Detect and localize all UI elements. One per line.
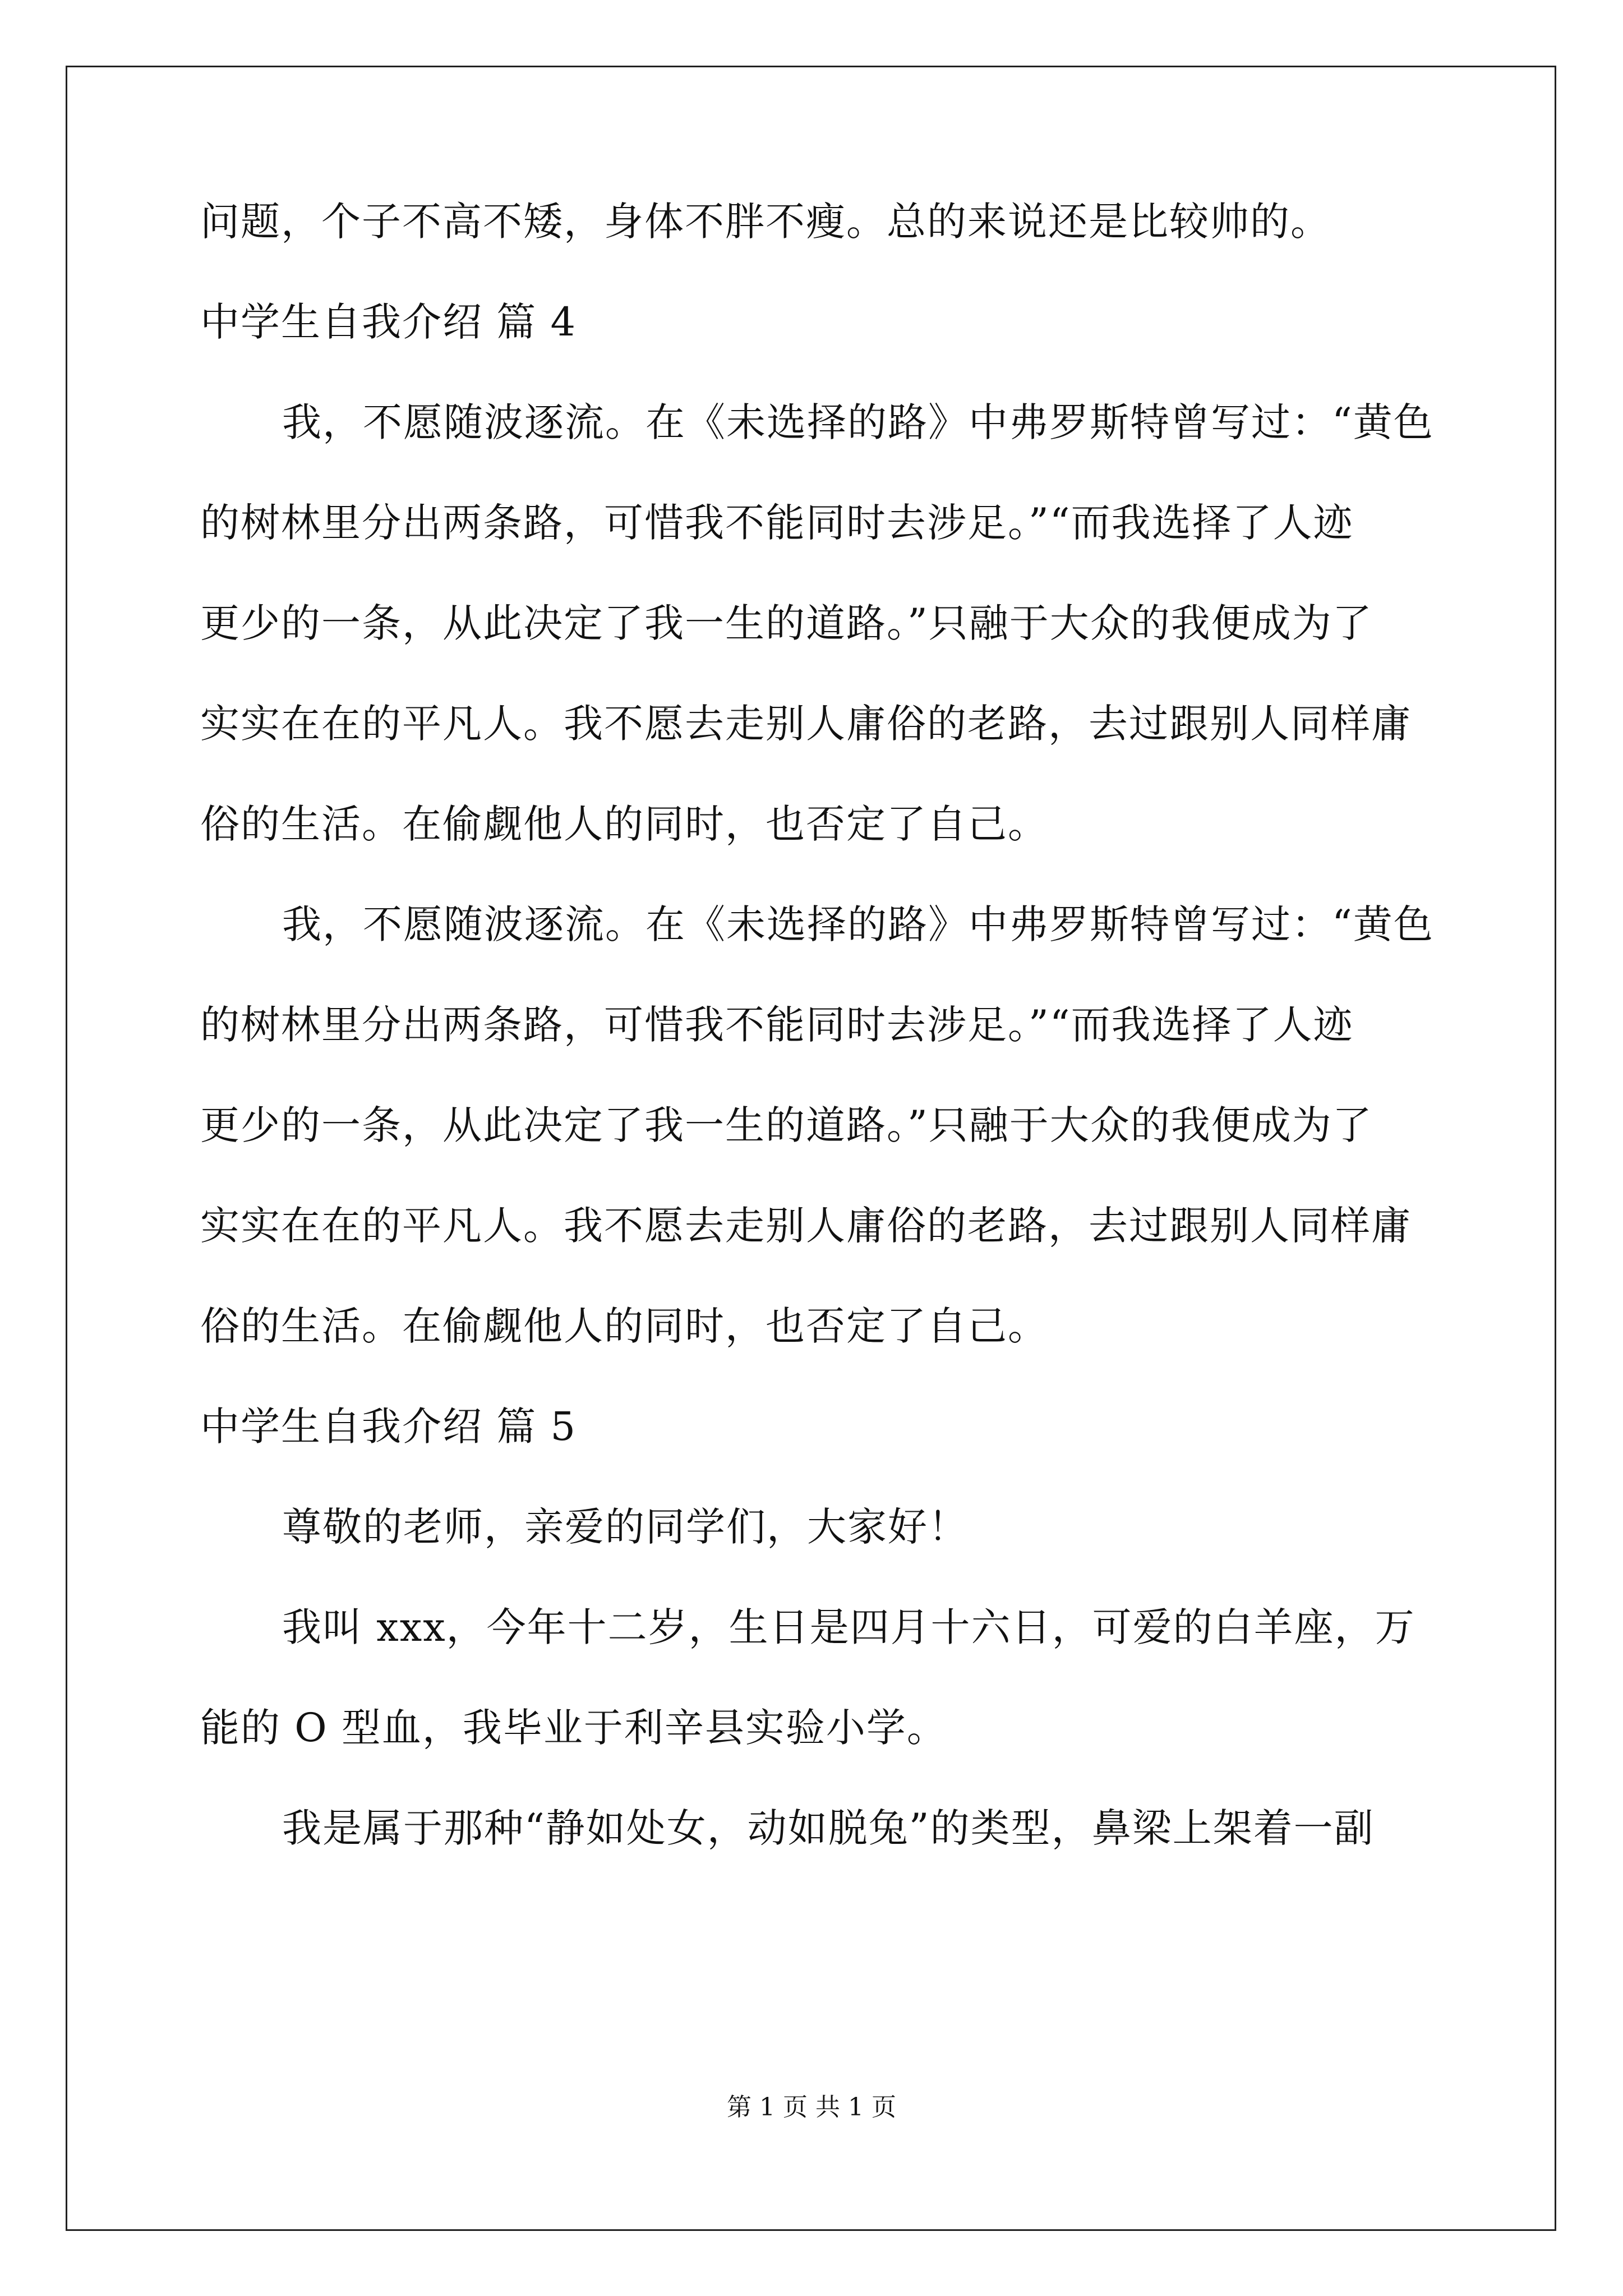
paragraph-start: 我叫 xxx，今年十二岁，生日是四月十六日，可爱的白羊座，万 [282, 1604, 1415, 1650]
text-line: 更少的一条，从此决定了我一生的道路。”只融于大众的我便成为了 [200, 600, 1373, 646]
section-heading-5: 中学生自我介绍 篇 5 [200, 1404, 577, 1450]
text-line: 实实在在的平凡人。我不愿去走别人庸俗的老路，去过跟别人同样庸 [200, 1203, 1412, 1249]
document-body [200, 199, 1434, 1909]
text-line: 更少的一条，从此决定了我一生的道路。”只融于大众的我便成为了 [200, 1102, 1373, 1148]
paragraph-start: 我，不愿随波逐流。在《未选择的路》中弗罗斯特曾写过：“黄色 [282, 901, 1434, 947]
paragraph-start: 我是属于那种“静如处女，动如脱兔”的类型，鼻梁上架着一副 [282, 1805, 1375, 1851]
text-line: 能的 O 型血，我毕业于利辛县实验小学。 [200, 1705, 947, 1751]
paragraph-start: 我，不愿随波逐流。在《未选择的路》中弗罗斯特曾写过：“黄色 [282, 399, 1434, 445]
text-line: 问题，个子不高不矮，身体不胖不瘦。总的来说还是比较帅的。 [200, 199, 1331, 245]
text-line: 俗的生活。在偷觑他人的同时，也否定了自己。 [200, 801, 1048, 847]
paragraph-start: 尊敬的老师，亲爱的同学们，大家好！ [282, 1504, 969, 1550]
text-line: 的树林里分出两条路，可惜我不能同时去涉足。”“而我选择了人迹 [200, 500, 1354, 546]
page-footer: 第 1 页 共 1 页 [727, 2093, 896, 2122]
text-line: 的树林里分出两条路，可惜我不能同时去涉足。”“而我选择了人迹 [200, 1002, 1354, 1048]
section-heading-4: 中学生自我介绍 篇 4 [200, 299, 577, 345]
text-line: 实实在在的平凡人。我不愿去走别人庸俗的老路，去过跟别人同样庸 [200, 701, 1412, 747]
text-line: 俗的生活。在偷觑他人的同时，也否定了自己。 [200, 1303, 1048, 1349]
